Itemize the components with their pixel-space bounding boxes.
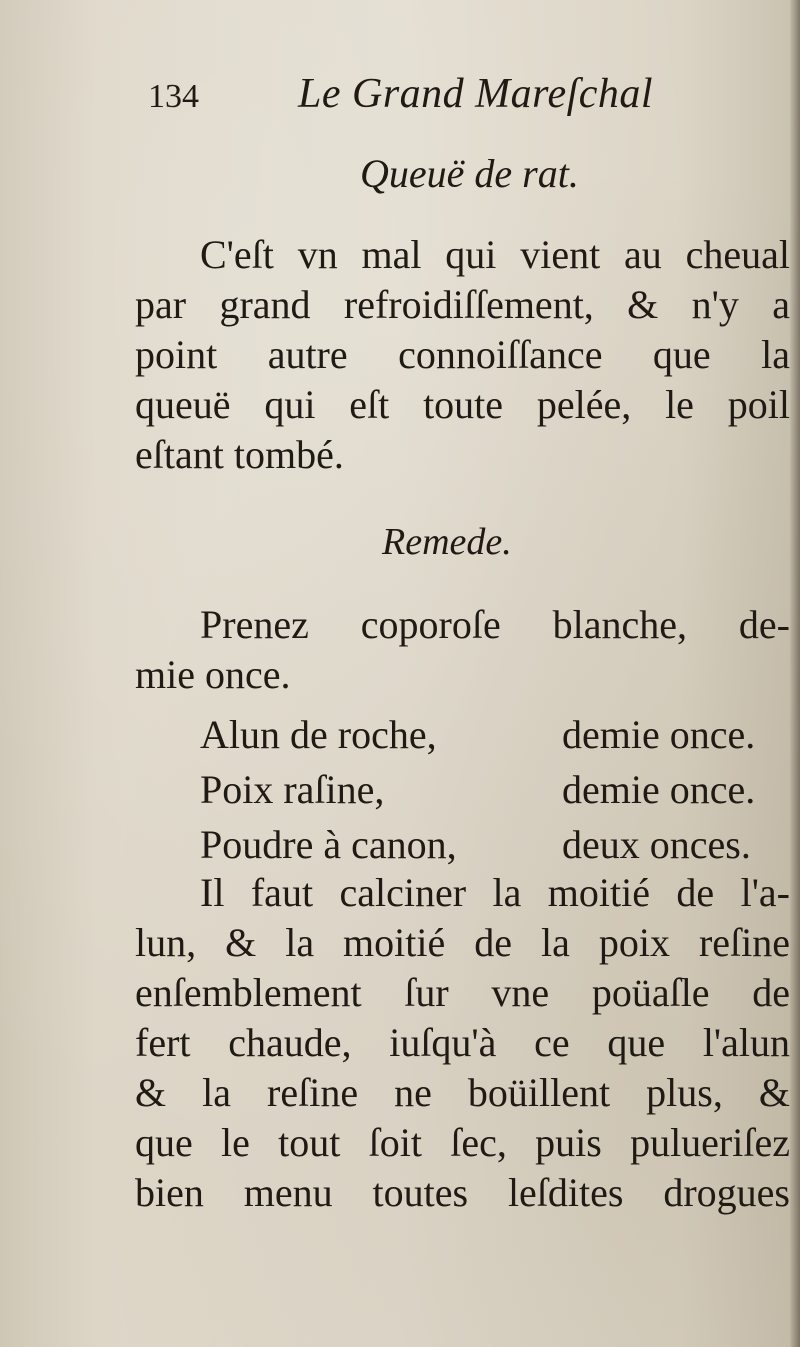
body-line: eſtant tombé. xyxy=(135,432,344,477)
ingredient-quantity: demie once. xyxy=(562,712,756,757)
body-line: Prenez coporoſe blanche, de- xyxy=(200,602,790,647)
ingredient-row xyxy=(200,820,790,870)
body-line: fert chaude, iuſqu'à ce que l'alun xyxy=(135,1020,790,1065)
ingredient-name: Poudre à canon, xyxy=(200,822,457,867)
body-line: Il faut calciner la moitié de l'a- xyxy=(200,870,790,915)
body-line: enſemblement ſur vne poüaſle de xyxy=(135,970,790,1015)
ingredient-row xyxy=(200,710,790,760)
ingredient-name: Poix raſine, xyxy=(200,767,385,812)
ingredient-name: Alun de roche, xyxy=(200,712,437,757)
section-heading-queue-de-rat: Queuë de rat. xyxy=(360,151,579,196)
running-title: Le Grand Mareſchal xyxy=(298,71,654,117)
body-line: C'eſt vn mal qui vient au cheual xyxy=(200,232,790,277)
body-line: & la reſine ne boüillent plus, & xyxy=(135,1070,790,1115)
ingredient-row xyxy=(200,765,790,815)
running-head xyxy=(148,70,668,120)
body-line: mie once. xyxy=(135,652,291,697)
ingredient-quantity: deux onces. xyxy=(562,822,751,867)
body-line: point autre connoiſſance que la xyxy=(135,332,790,377)
body-line: par grand refroidiſſement, & n'y a xyxy=(135,282,790,327)
ingredient-quantity: demie once. xyxy=(562,767,756,812)
body-line: que le tout ſoit ſec, puis pulueriſez xyxy=(135,1120,790,1165)
body-line: lun, & la moitié de la poix reſine xyxy=(135,920,790,965)
body-line: bien menu toutes leſdites drogues xyxy=(135,1170,790,1215)
page-number: 134 xyxy=(148,78,199,115)
body-line: queuë qui eſt toute pelée, le poil xyxy=(135,382,790,427)
page-edge-shadow xyxy=(790,0,800,1347)
section-heading-remede: Remede. xyxy=(382,521,512,563)
